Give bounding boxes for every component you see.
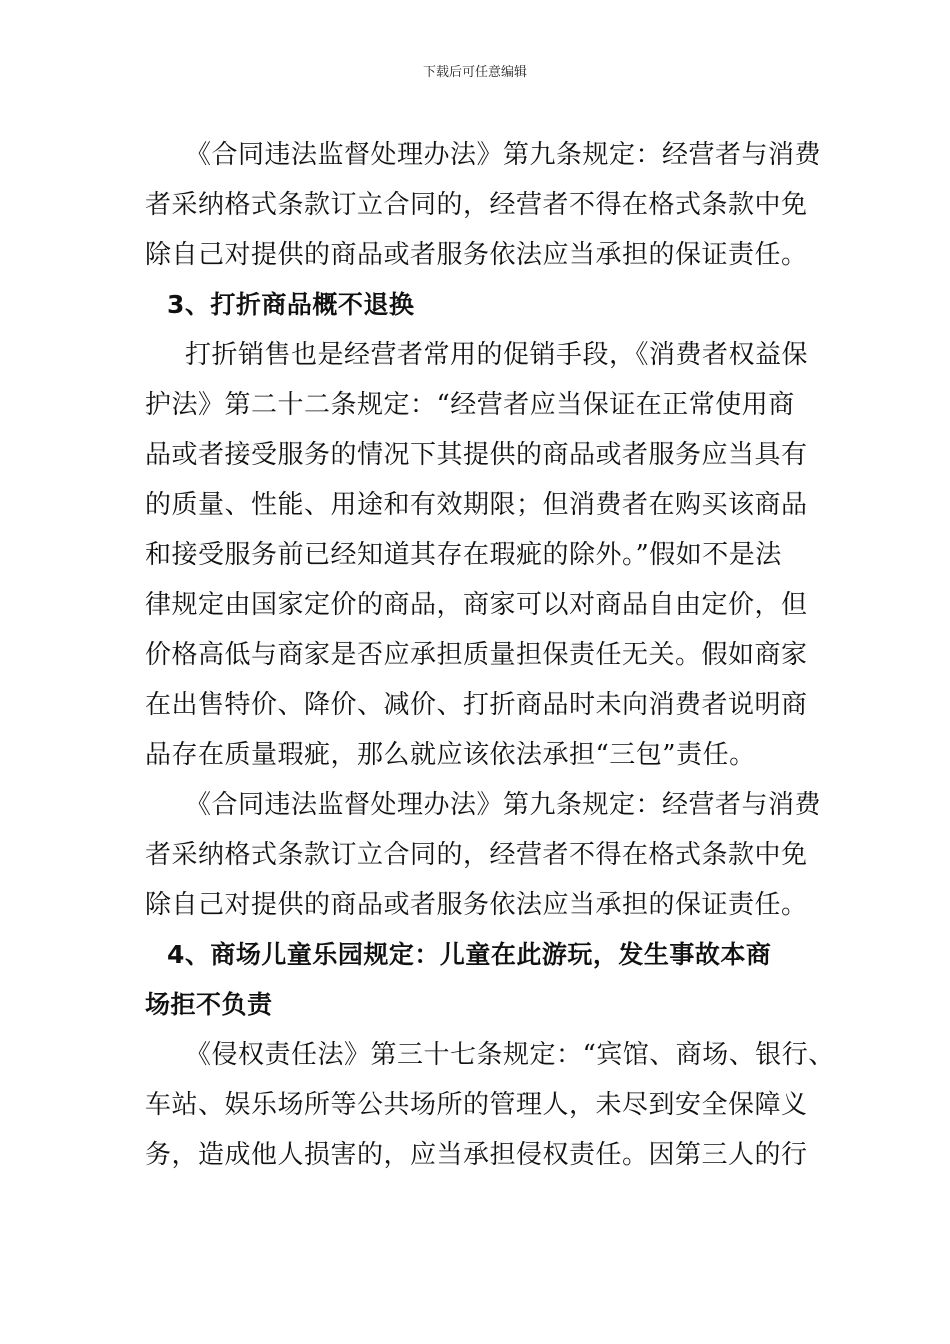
paragraph-line: 《合同违法监督处理办法》第九条规定：经营者与消费 bbox=[185, 790, 822, 820]
paragraph-line: 和接受服务前已经知道其存在瑕疵的除外。”假如不是法 bbox=[145, 540, 782, 570]
document-body bbox=[145, 130, 835, 1180]
paragraph-line: 在出售特价、降价、减价、打折商品时未向消费者说明商 bbox=[145, 690, 808, 720]
paragraph-line: 务，造成他人损害的，应当承担侵权责任。因第三人的行 bbox=[145, 1140, 808, 1170]
paragraph-line: 价格高低与商家是否应承担质量担保责任无关。假如商家 bbox=[145, 640, 808, 670]
paragraph-line: 车站、娱乐场所等公共场所的管理人，未尽到安全保障义 bbox=[145, 1090, 808, 1120]
paragraph-line: 律规定由国家定价的商品，商家可以对商品自由定价，但 bbox=[145, 590, 808, 620]
section-heading: 4、商场儿童乐园规定：儿童在此游玩，发生事故本商 bbox=[167, 940, 772, 969]
paragraph-line: 《合同违法监督处理办法》第九条规定：经营者与消费 bbox=[185, 140, 822, 170]
paragraph-line: 《侵权责任法》第三十七条规定：“宾馆、商场、银行、 bbox=[185, 1040, 835, 1070]
paragraph-line: 除自己对提供的商品或者服务依法应当承担的保证责任。 bbox=[145, 890, 808, 920]
page-header: 下载后可任意编辑 bbox=[422, 65, 527, 80]
paragraph-line: 者采纳格式条款订立合同的，经营者不得在格式条款中免 bbox=[145, 840, 808, 870]
paragraph-line: 品或者接受服务的情况下其提供的商品或者服务应当具有 bbox=[145, 440, 808, 470]
paragraph-line: 的质量、性能、用途和有效期限；但消费者在购买该商品 bbox=[145, 490, 808, 520]
section-heading: 3、打折商品概不退换 bbox=[167, 290, 415, 319]
paragraph-line: 者采纳格式条款订立合同的，经营者不得在格式条款中免 bbox=[145, 190, 808, 220]
paragraph-line: 打折销售也是经营者常用的促销手段，《消费者权益保 bbox=[185, 340, 809, 370]
paragraph-line: 除自己对提供的商品或者服务依法应当承担的保证责任。 bbox=[145, 240, 808, 270]
section-heading-continued: 场拒不负责 bbox=[145, 990, 273, 1019]
paragraph-line: 护法》第二十二条规定：“经营者应当保证在正常使用商 bbox=[145, 390, 795, 420]
paragraph-line: 品存在质量瑕疵，那么就应该依法承担“三包”责任。 bbox=[145, 740, 756, 770]
